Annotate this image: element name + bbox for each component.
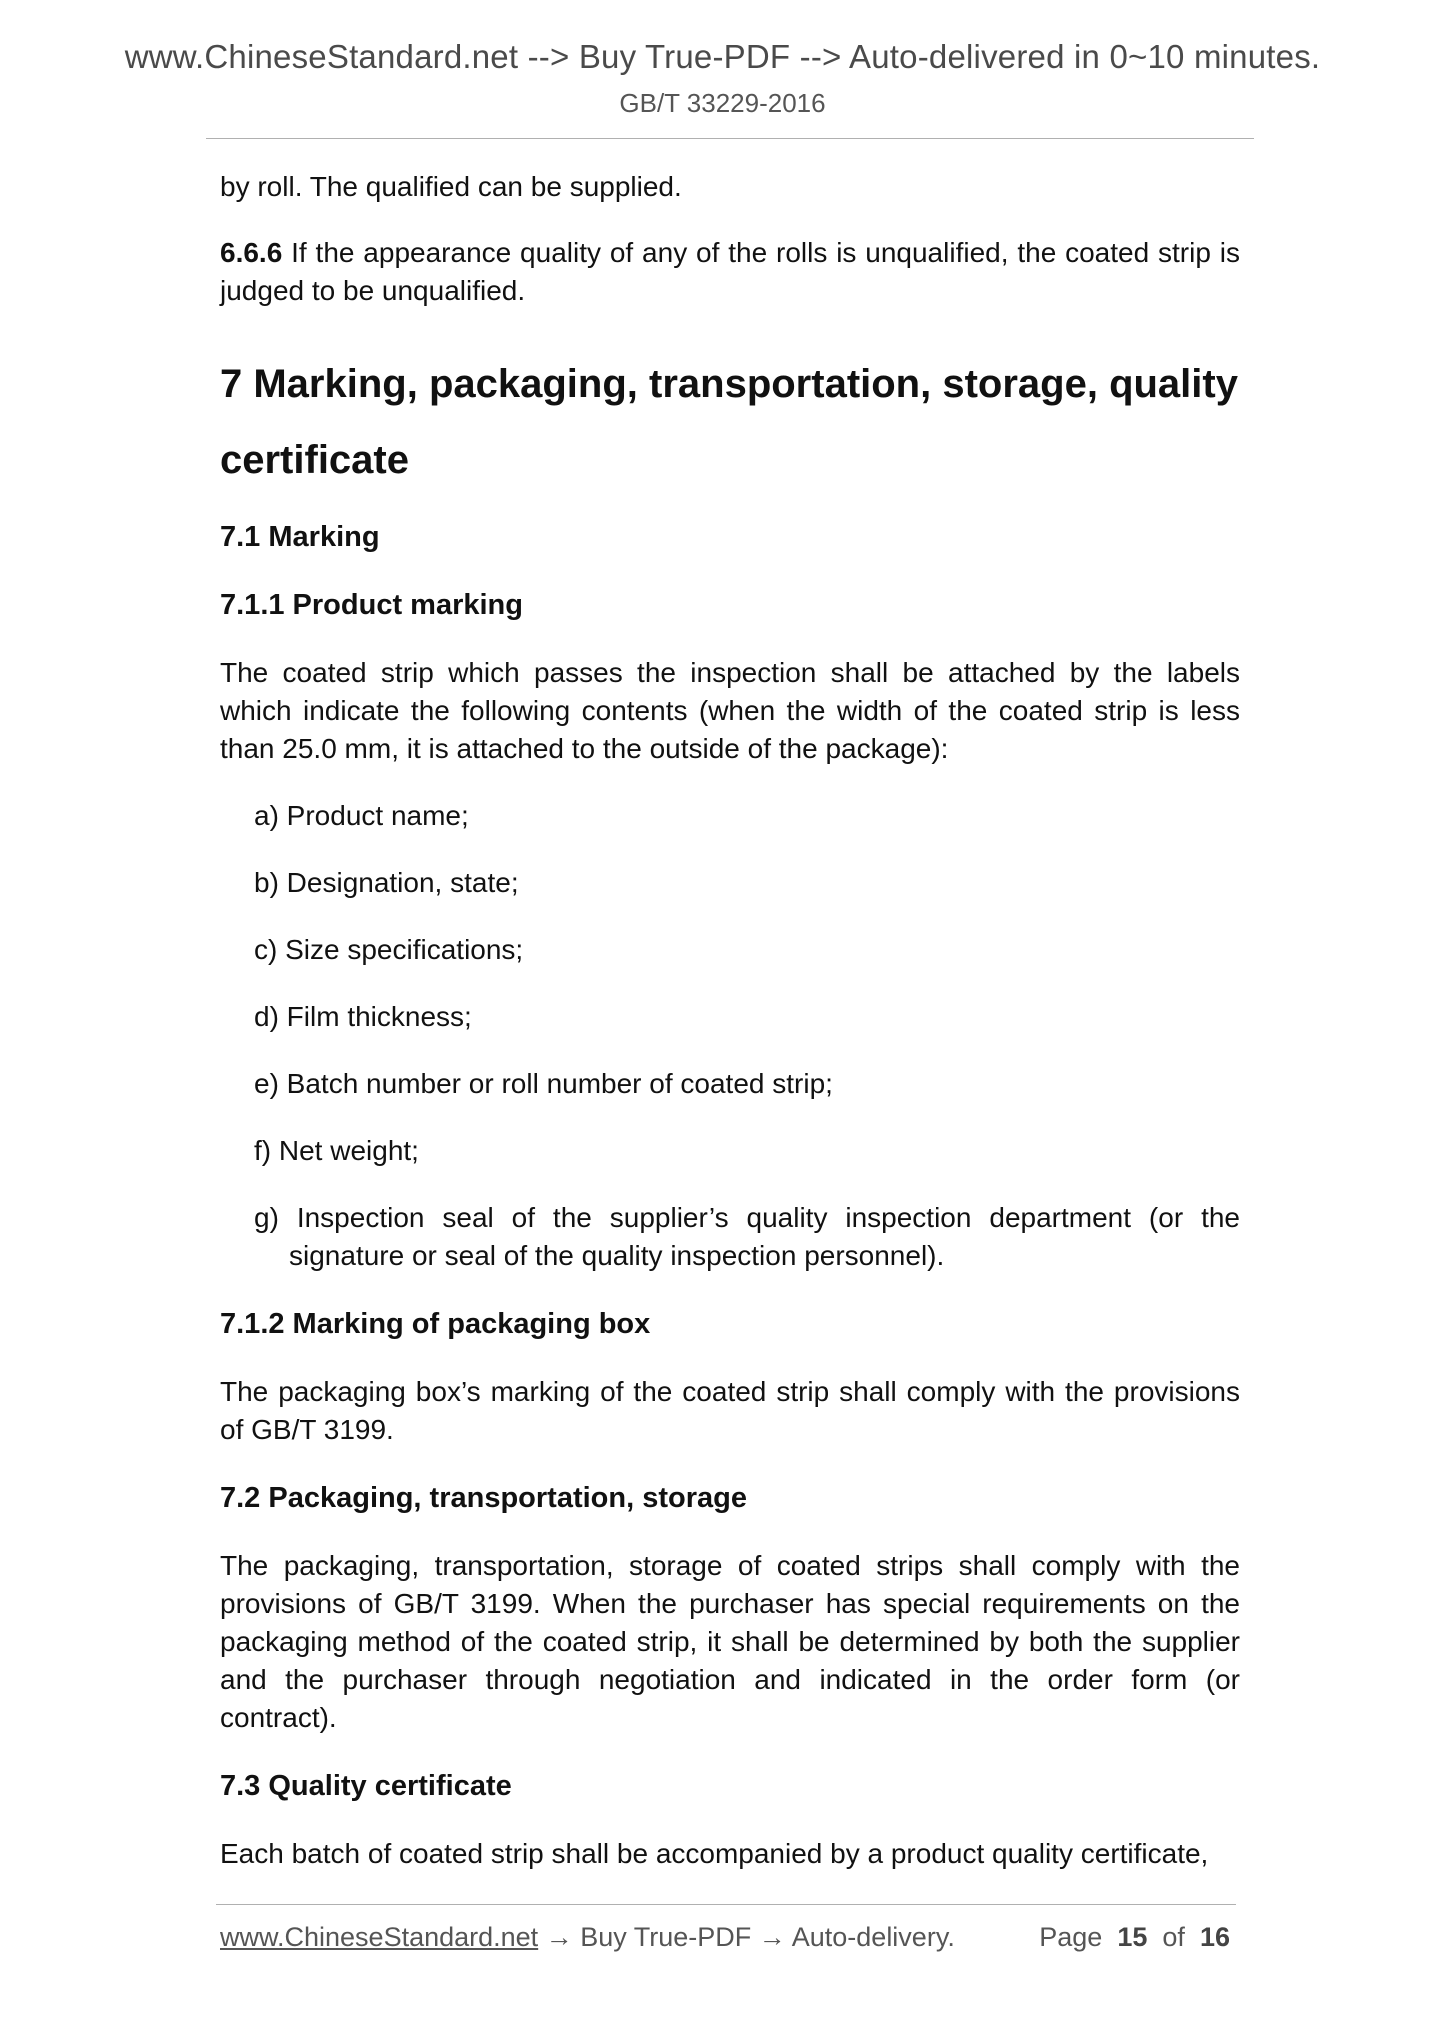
total-pages: 16 <box>1199 1922 1230 1952</box>
paragraph-7-2: The packaging, transportation, storage of coated strips shall comply with the provisions of GB/T 3199. When the purchaser has special requirements on the packaging method of the coated strip, it shall be determined by both the supplier and the purchaser through negotiation and indicated in the order form (or contract). <box>220 1550 1240 1733</box>
footer-promo <box>220 1922 955 1953</box>
paragraph-7-1-1: The coated strip which passes the inspection shall be attached by the labels which indicate the following contents (when the width of the coated strip is less than 25.0 mm, it is attached to the outside of the package): <box>220 657 1240 764</box>
footer-site-link[interactable]: www.ChineseStandard.net <box>220 1922 539 1952</box>
section-7-heading: 7 Marking, packaging, transportation, storage, quality certificate <box>220 362 1238 482</box>
section-7-1-1-heading: 7.1.1 Product marking <box>220 589 523 621</box>
list-item: e) Batch number or roll number of coated strip; <box>254 1068 833 1099</box>
clause-6-6-6 <box>220 234 1240 310</box>
list-item: d) Film thickness; <box>254 1001 472 1032</box>
list-item: g) Inspection seal of the supplier’s quality inspection department (or the signature or seal of the quality inspection personnel). <box>254 1202 1240 1271</box>
page-label: Page <box>1039 1922 1103 1952</box>
list-item: b) Designation, state; <box>254 867 519 898</box>
standard-number: GB/T 33229-2016 <box>619 88 826 118</box>
section-7-2-heading: 7.2 Packaging, transportation, storage <box>220 1482 747 1514</box>
continuation-paragraph: by roll. The qualified can be supplied. <box>220 171 682 202</box>
list-item: a) Product name; <box>254 800 469 831</box>
current-page: 15 <box>1117 1922 1148 1952</box>
footer-tagline: → Buy True-PDF → Auto-delivery. <box>538 1922 955 1952</box>
clause-text: If the appearance quality of any of the rolls is unqualified, the coated strip is judged to be unqualified. <box>220 237 1240 306</box>
section-7-3-heading: 7.3 Quality certificate <box>220 1770 512 1802</box>
paragraph-7-3: Each batch of coated strip shall be accompanied by a product quality certificate, <box>220 1838 1209 1869</box>
list-item: f) Net weight; <box>254 1135 419 1166</box>
clause-number: 6.6.6 <box>220 237 283 268</box>
section-7-1-heading: 7.1 Marking <box>220 521 380 553</box>
page-of-label: of <box>1162 1922 1185 1952</box>
document-body <box>220 168 1240 1873</box>
paragraph-7-1-2: The packaging box’s marking of the coated strip shall comply with the provisions of GB/T 3199. <box>220 1376 1240 1445</box>
section-7-1-2-heading: 7.1.2 Marking of packaging box <box>220 1308 651 1340</box>
header-divider <box>206 138 1254 139</box>
footer-divider <box>216 1904 1236 1905</box>
header-banner: www.ChineseStandard.net --> Buy True-PDF --> Auto-delivered in 0~10 minutes. <box>124 38 1321 75</box>
page-number <box>1039 1922 1230 1953</box>
list-item: c) Size specifications; <box>254 934 524 965</box>
